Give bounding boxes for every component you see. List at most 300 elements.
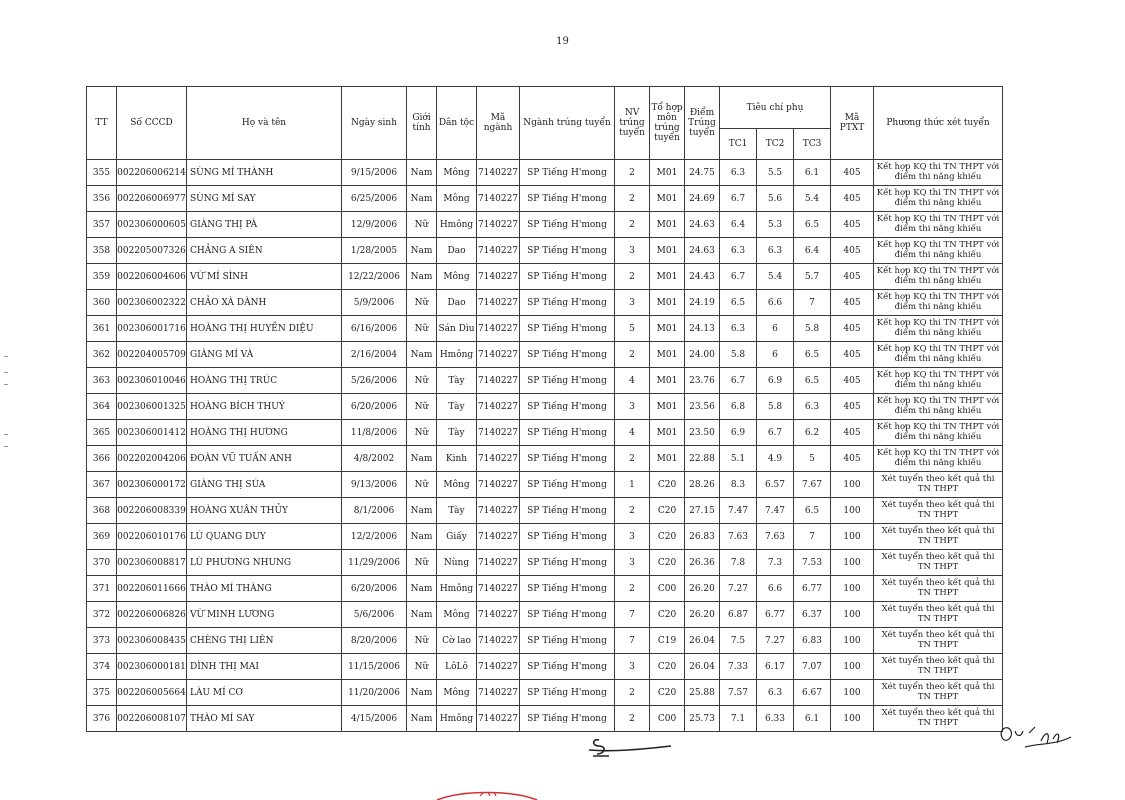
row-number: 358 [87, 238, 117, 264]
ptxt-cell: 405 [831, 420, 874, 446]
ethnicity-cell: Mông [437, 160, 477, 186]
name-cell: GIÀNG THỊ PÀ [187, 212, 342, 238]
score-cell: 28.26 [685, 472, 720, 498]
table-row [87, 316, 1003, 342]
ethnicity-cell: Tày [437, 368, 477, 394]
ethnicity-cell: Kinh [437, 446, 477, 472]
score-cell: 26.20 [685, 602, 720, 628]
tc1-cell: 6.7 [720, 368, 757, 394]
ptxt-cell: 405 [831, 238, 874, 264]
tc1-cell: 7.5 [720, 628, 757, 654]
tc2-cell: 7.3 [757, 550, 794, 576]
major-cell: SP Tiếng H'mong [520, 602, 615, 628]
tc2-cell: 7.63 [757, 524, 794, 550]
score-cell: 23.50 [685, 420, 720, 446]
nv-cell: 3 [615, 290, 650, 316]
score-cell: 24.00 [685, 342, 720, 368]
major-code-cell: 7140227 [477, 316, 520, 342]
method-cell: Xét tuyển theo kết quả thi TN THPT [874, 680, 1003, 706]
tc1-cell: 7.33 [720, 654, 757, 680]
score-cell: 26.36 [685, 550, 720, 576]
tc2-cell: 5.4 [757, 264, 794, 290]
header-method: Phương thức xét tuyển [874, 87, 1003, 160]
major-cell: SP Tiếng H'mong [520, 290, 615, 316]
header-score [685, 87, 720, 160]
dob-cell: 12/2/2006 [342, 524, 407, 550]
header-ethnicity: Dân tộc [437, 87, 477, 160]
score-cell: 27.15 [685, 498, 720, 524]
name-cell: DÌNH THỊ MAI [187, 654, 342, 680]
dob-cell: 8/20/2006 [342, 628, 407, 654]
tc2-cell: 6.9 [757, 368, 794, 394]
row-number: 364 [87, 394, 117, 420]
row-number: 363 [87, 368, 117, 394]
dob-cell: 6/20/2006 [342, 394, 407, 420]
tc3-cell: 7.67 [794, 472, 831, 498]
gender-cell: Nữ [407, 290, 437, 316]
major-code-cell: 7140227 [477, 706, 520, 732]
header-major: Ngành trúng tuyển [520, 87, 615, 160]
major-cell: SP Tiếng H'mong [520, 316, 615, 342]
major-code-cell: 7140227 [477, 212, 520, 238]
method-cell: Kết hợp KQ thi TN THPT với điểm thi năng khiếu [874, 394, 1003, 420]
name-cell: HOÀNG THỊ TRÚC [187, 368, 342, 394]
nv-cell: 3 [615, 654, 650, 680]
header-score-line: Điểm [689, 108, 715, 118]
tc2-cell: 6.77 [757, 602, 794, 628]
tc1-cell: 6.3 [720, 316, 757, 342]
ptxt-cell: 405 [831, 186, 874, 212]
combo-cell: M01 [650, 212, 685, 238]
row-number: 373 [87, 628, 117, 654]
tc3-cell: 7.07 [794, 654, 831, 680]
tc2-cell: 6.6 [757, 290, 794, 316]
cccd-cell: 002206006826 [117, 602, 187, 628]
table-row [87, 472, 1003, 498]
table-row [87, 602, 1003, 628]
dob-cell: 11/29/2006 [342, 550, 407, 576]
name-cell: CHẢNG A SIÊN [187, 238, 342, 264]
combo-cell: M01 [650, 316, 685, 342]
tc2-cell: 6 [757, 316, 794, 342]
dob-cell: 9/13/2006 [342, 472, 407, 498]
name-cell: VỪ MINH LƯƠNG [187, 602, 342, 628]
header-score-line: tuyển [689, 128, 715, 138]
gender-cell: Nam [407, 342, 437, 368]
cccd-cell: 002205007326 [117, 238, 187, 264]
header-name: Họ và tên [187, 87, 342, 160]
header-cccd: Số CCCD [117, 87, 187, 160]
ptxt-cell: 405 [831, 368, 874, 394]
tc3-cell: 6.5 [794, 368, 831, 394]
gender-cell: Nữ [407, 316, 437, 342]
method-cell: Xét tuyển theo kết quả thi TN THPT [874, 654, 1003, 680]
tc3-cell: 7 [794, 524, 831, 550]
gender-cell: Nam [407, 498, 437, 524]
major-code-cell: 7140227 [477, 524, 520, 550]
cccd-cell: 002306008435 [117, 628, 187, 654]
cccd-cell: 002306001716 [117, 316, 187, 342]
ethnicity-cell: Cờ lao [437, 628, 477, 654]
scan-mark [4, 384, 8, 385]
method-cell: Kết hợp KQ thi TN THPT với điểm thi năng khiếu [874, 446, 1003, 472]
header-ptxt-line: Mã [844, 113, 860, 123]
method-cell: Xét tuyển theo kết quả thi TN THPT [874, 628, 1003, 654]
header-combo-line: Tổ hợp [651, 103, 683, 113]
dob-cell: 5/6/2006 [342, 602, 407, 628]
table-row [87, 212, 1003, 238]
major-code-cell: 7140227 [477, 628, 520, 654]
major-code-cell: 7140227 [477, 680, 520, 706]
row-number: 376 [87, 706, 117, 732]
method-cell: Kết hợp KQ thi TN THPT với điểm thi năng khiếu [874, 316, 1003, 342]
major-cell: SP Tiếng H'mong [520, 238, 615, 264]
dob-cell: 11/15/2006 [342, 654, 407, 680]
header-tt: TT [87, 87, 117, 160]
tc2-cell: 4.9 [757, 446, 794, 472]
tc3-cell: 6.67 [794, 680, 831, 706]
combo-cell: M01 [650, 160, 685, 186]
table-row [87, 342, 1003, 368]
name-cell: SÙNG MÍ THÀNH [187, 160, 342, 186]
name-cell: LÙ PHƯƠNG NHUNG [187, 550, 342, 576]
gender-cell: Nam [407, 186, 437, 212]
header-gender-line: tính [412, 123, 431, 133]
score-cell: 23.56 [685, 394, 720, 420]
ptxt-cell: 100 [831, 498, 874, 524]
tc2-cell: 5.6 [757, 186, 794, 212]
scan-mark [4, 434, 8, 435]
page-number: 19 [556, 36, 569, 47]
cccd-cell: 002306001325 [117, 394, 187, 420]
table-row [87, 576, 1003, 602]
ptxt-cell: 100 [831, 576, 874, 602]
gender-cell: Nữ [407, 628, 437, 654]
method-cell: Kết hợp KQ thi TN THPT với điểm thi năng khiếu [874, 160, 1003, 186]
combo-cell: C19 [650, 628, 685, 654]
header-nv [615, 87, 650, 160]
tc2-cell: 7.27 [757, 628, 794, 654]
header-combo [650, 87, 685, 160]
major-cell: SP Tiếng H'mong [520, 654, 615, 680]
header-tc1: TC1 [720, 129, 757, 160]
header-combo-line: tuyển [654, 133, 680, 143]
method-cell: Xét tuyển theo kết quả thi TN THPT [874, 602, 1003, 628]
header-dob: Ngày sinh [342, 87, 407, 160]
cccd-cell: 002204005709 [117, 342, 187, 368]
ptxt-cell: 405 [831, 290, 874, 316]
tc1-cell: 6.7 [720, 264, 757, 290]
nv-cell: 2 [615, 212, 650, 238]
ethnicity-cell: Mông [437, 680, 477, 706]
name-cell: SÙNG MÍ SAY [187, 186, 342, 212]
gender-cell: Nam [407, 706, 437, 732]
nv-cell: 3 [615, 238, 650, 264]
method-cell: Kết hợp KQ thi TN THPT với điểm thi năng khiếu [874, 290, 1003, 316]
name-cell: HOÀNG THỊ HƯƠNG [187, 420, 342, 446]
scan-mark [4, 446, 8, 447]
dob-cell: 9/15/2006 [342, 160, 407, 186]
name-cell: GIÀNG MÍ VÀ [187, 342, 342, 368]
ethnicity-cell: Hmông [437, 576, 477, 602]
combo-cell: M01 [650, 186, 685, 212]
row-number: 367 [87, 472, 117, 498]
name-cell: HOÀNG BÍCH THUÝ [187, 394, 342, 420]
ptxt-cell: 405 [831, 160, 874, 186]
major-cell: SP Tiếng H'mong [520, 212, 615, 238]
tc1-cell: 7.8 [720, 550, 757, 576]
handwritten-initials [995, 717, 1075, 757]
score-cell: 22.88 [685, 446, 720, 472]
major-code-cell: 7140227 [477, 654, 520, 680]
header-subcriteria: Tiêu chí phụ [720, 87, 831, 129]
gender-cell: Nữ [407, 550, 437, 576]
tc3-cell: 6.3 [794, 394, 831, 420]
major-cell: SP Tiếng H'mong [520, 186, 615, 212]
tc3-cell: 6.77 [794, 576, 831, 602]
ethnicity-cell: Mông [437, 264, 477, 290]
tc2-cell: 6.57 [757, 472, 794, 498]
table-row [87, 160, 1003, 186]
ptxt-cell: 405 [831, 342, 874, 368]
major-cell: SP Tiếng H'mong [520, 550, 615, 576]
row-number: 369 [87, 524, 117, 550]
nv-cell: 2 [615, 706, 650, 732]
ethnicity-cell: Giấy [437, 524, 477, 550]
ptxt-cell: 100 [831, 472, 874, 498]
tc2-cell: 7.47 [757, 498, 794, 524]
major-code-cell: 7140227 [477, 238, 520, 264]
score-cell: 24.63 [685, 212, 720, 238]
header-gender-line: Giới [412, 113, 431, 123]
tc3-cell: 6.1 [794, 706, 831, 732]
dob-cell: 12/22/2006 [342, 264, 407, 290]
name-cell: GIÀNG THỊ SÚA [187, 472, 342, 498]
score-cell: 26.04 [685, 628, 720, 654]
cccd-cell: 002206006214 [117, 160, 187, 186]
tc1-cell: 7.27 [720, 576, 757, 602]
nv-cell: 1 [615, 472, 650, 498]
nv-cell: 3 [615, 394, 650, 420]
cccd-cell: 002202004206 [117, 446, 187, 472]
combo-cell: C20 [650, 472, 685, 498]
name-cell: HOÀNG THỊ HUYỀN DIỆU [187, 316, 342, 342]
major-cell: SP Tiếng H'mong [520, 628, 615, 654]
header-nv-line: tuyển [619, 128, 645, 138]
table-row [87, 446, 1003, 472]
tc3-cell: 6.5 [794, 498, 831, 524]
cccd-cell: 002206010176 [117, 524, 187, 550]
tc1-cell: 6.3 [720, 160, 757, 186]
row-number: 362 [87, 342, 117, 368]
dob-cell: 4/8/2002 [342, 446, 407, 472]
gender-cell: Nam [407, 160, 437, 186]
scan-mark [4, 372, 8, 373]
table-row [87, 628, 1003, 654]
gender-cell: Nữ [407, 394, 437, 420]
score-cell: 23.76 [685, 368, 720, 394]
row-number: 374 [87, 654, 117, 680]
tc2-cell: 6 [757, 342, 794, 368]
row-number: 361 [87, 316, 117, 342]
signature [585, 732, 675, 762]
header-major-code-line: ngành [483, 123, 513, 133]
tc3-cell: 7 [794, 290, 831, 316]
row-number: 375 [87, 680, 117, 706]
combo-cell: M01 [650, 238, 685, 264]
method-cell: Kết hợp KQ thi TN THPT với điểm thi năng khiếu [874, 186, 1003, 212]
method-cell: Xét tuyển theo kết quả thi TN THPT [874, 498, 1003, 524]
ethnicity-cell: Tày [437, 394, 477, 420]
gender-cell: Nữ [407, 420, 437, 446]
tc2-cell: 5.5 [757, 160, 794, 186]
row-number: 359 [87, 264, 117, 290]
ethnicity-cell: LôLô [437, 654, 477, 680]
nv-cell: 2 [615, 186, 650, 212]
cccd-cell: 002206008107 [117, 706, 187, 732]
gender-cell: Nữ [407, 212, 437, 238]
nv-cell: 3 [615, 524, 650, 550]
method-cell: Kết hợp KQ thi TN THPT với điểm thi năng khiếu [874, 238, 1003, 264]
nv-cell: 5 [615, 316, 650, 342]
gender-cell: Nam [407, 524, 437, 550]
dob-cell: 6/16/2006 [342, 316, 407, 342]
combo-cell: C20 [650, 602, 685, 628]
ethnicity-cell: Mông [437, 186, 477, 212]
gender-cell: Nam [407, 264, 437, 290]
table-row [87, 186, 1003, 212]
major-code-cell: 7140227 [477, 550, 520, 576]
dob-cell: 6/25/2006 [342, 186, 407, 212]
ethnicity-cell: Dao [437, 238, 477, 264]
tc1-cell: 8.3 [720, 472, 757, 498]
header-score-line: Trúng [688, 118, 716, 128]
dob-cell: 5/9/2006 [342, 290, 407, 316]
tc3-cell: 6.1 [794, 160, 831, 186]
combo-cell: C20 [650, 498, 685, 524]
table-row [87, 550, 1003, 576]
cccd-cell: 002306010046 [117, 368, 187, 394]
table-row [87, 420, 1003, 446]
major-cell: SP Tiếng H'mong [520, 498, 615, 524]
header-combo-line: trúng [654, 123, 680, 133]
method-cell: Xét tuyển theo kết quả thi TN THPT [874, 576, 1003, 602]
major-code-cell: 7140227 [477, 290, 520, 316]
row-number: 372 [87, 602, 117, 628]
dob-cell: 2/16/2004 [342, 342, 407, 368]
ptxt-cell: 405 [831, 316, 874, 342]
nv-cell: 3 [615, 550, 650, 576]
tc1-cell: 6.7 [720, 186, 757, 212]
row-number: 360 [87, 290, 117, 316]
major-cell: SP Tiếng H'mong [520, 368, 615, 394]
row-number: 370 [87, 550, 117, 576]
name-cell: VỪ MÍ SÌNH [187, 264, 342, 290]
ptxt-cell: 405 [831, 212, 874, 238]
ethnicity-cell: Mông [437, 472, 477, 498]
name-cell: LÀU MÍ CƠ [187, 680, 342, 706]
ethnicity-cell: Hmông [437, 706, 477, 732]
ethnicity-cell: Tày [437, 420, 477, 446]
method-cell: Kết hợp KQ thi TN THPT với điểm thi năng khiếu [874, 264, 1003, 290]
tc1-cell: 7.63 [720, 524, 757, 550]
major-code-cell: 7140227 [477, 160, 520, 186]
ethnicity-cell: Sán Dìu [437, 316, 477, 342]
tc1-cell: 6.8 [720, 394, 757, 420]
cccd-cell: 002306002322 [117, 290, 187, 316]
combo-cell: C20 [650, 550, 685, 576]
major-code-cell: 7140227 [477, 498, 520, 524]
gender-cell: Nam [407, 446, 437, 472]
row-number: 355 [87, 160, 117, 186]
table-row [87, 264, 1003, 290]
tc3-cell: 5.8 [794, 316, 831, 342]
tc1-cell: 7.47 [720, 498, 757, 524]
row-number: 356 [87, 186, 117, 212]
ethnicity-cell: Hmông [437, 212, 477, 238]
dob-cell: 6/20/2006 [342, 576, 407, 602]
nv-cell: 2 [615, 160, 650, 186]
combo-cell: M01 [650, 394, 685, 420]
method-cell: Xét tuyển theo kết quả thi TN THPT [874, 472, 1003, 498]
ptxt-cell: 405 [831, 446, 874, 472]
ptxt-cell: 100 [831, 550, 874, 576]
cccd-cell: 002206005664 [117, 680, 187, 706]
ethnicity-cell: Hmông [437, 342, 477, 368]
row-number: 357 [87, 212, 117, 238]
header-major-code-line: Mã [490, 113, 506, 123]
nv-cell: 2 [615, 680, 650, 706]
row-number: 366 [87, 446, 117, 472]
header-ptxt [831, 87, 874, 160]
score-cell: 24.69 [685, 186, 720, 212]
method-cell: Xét tuyển theo kết quả thi TN THPT [874, 524, 1003, 550]
nv-cell: 7 [615, 628, 650, 654]
tc1-cell: 6.5 [720, 290, 757, 316]
header-tc3: TC3 [794, 129, 831, 160]
tc1-cell: 7.57 [720, 680, 757, 706]
major-code-cell: 7140227 [477, 446, 520, 472]
major-cell: SP Tiếng H'mong [520, 680, 615, 706]
cccd-cell: 002306000605 [117, 212, 187, 238]
header-tc2: TC2 [757, 129, 794, 160]
ptxt-cell: 100 [831, 524, 874, 550]
row-number: 368 [87, 498, 117, 524]
tc3-cell: 6.4 [794, 238, 831, 264]
major-cell: SP Tiếng H'mong [520, 420, 615, 446]
name-cell: HOÀNG XUÂN THỦY [187, 498, 342, 524]
major-cell: SP Tiếng H'mong [520, 394, 615, 420]
scan-mark [4, 356, 8, 357]
combo-cell: C00 [650, 576, 685, 602]
nv-cell: 2 [615, 264, 650, 290]
dob-cell: 5/26/2006 [342, 368, 407, 394]
row-number: 365 [87, 420, 117, 446]
major-code-cell: 7140227 [477, 264, 520, 290]
table-row [87, 238, 1003, 264]
dob-cell: 8/1/2006 [342, 498, 407, 524]
method-cell: Kết hợp KQ thi TN THPT với điểm thi năng khiếu [874, 420, 1003, 446]
cccd-cell: 002206006977 [117, 186, 187, 212]
tc3-cell: 7.53 [794, 550, 831, 576]
header-nv-line: trúng [619, 118, 645, 128]
dob-cell: 1/28/2005 [342, 238, 407, 264]
cccd-cell: 002306000172 [117, 472, 187, 498]
combo-cell: M01 [650, 290, 685, 316]
combo-cell: M01 [650, 420, 685, 446]
ptxt-cell: 100 [831, 628, 874, 654]
nv-cell: 4 [615, 368, 650, 394]
